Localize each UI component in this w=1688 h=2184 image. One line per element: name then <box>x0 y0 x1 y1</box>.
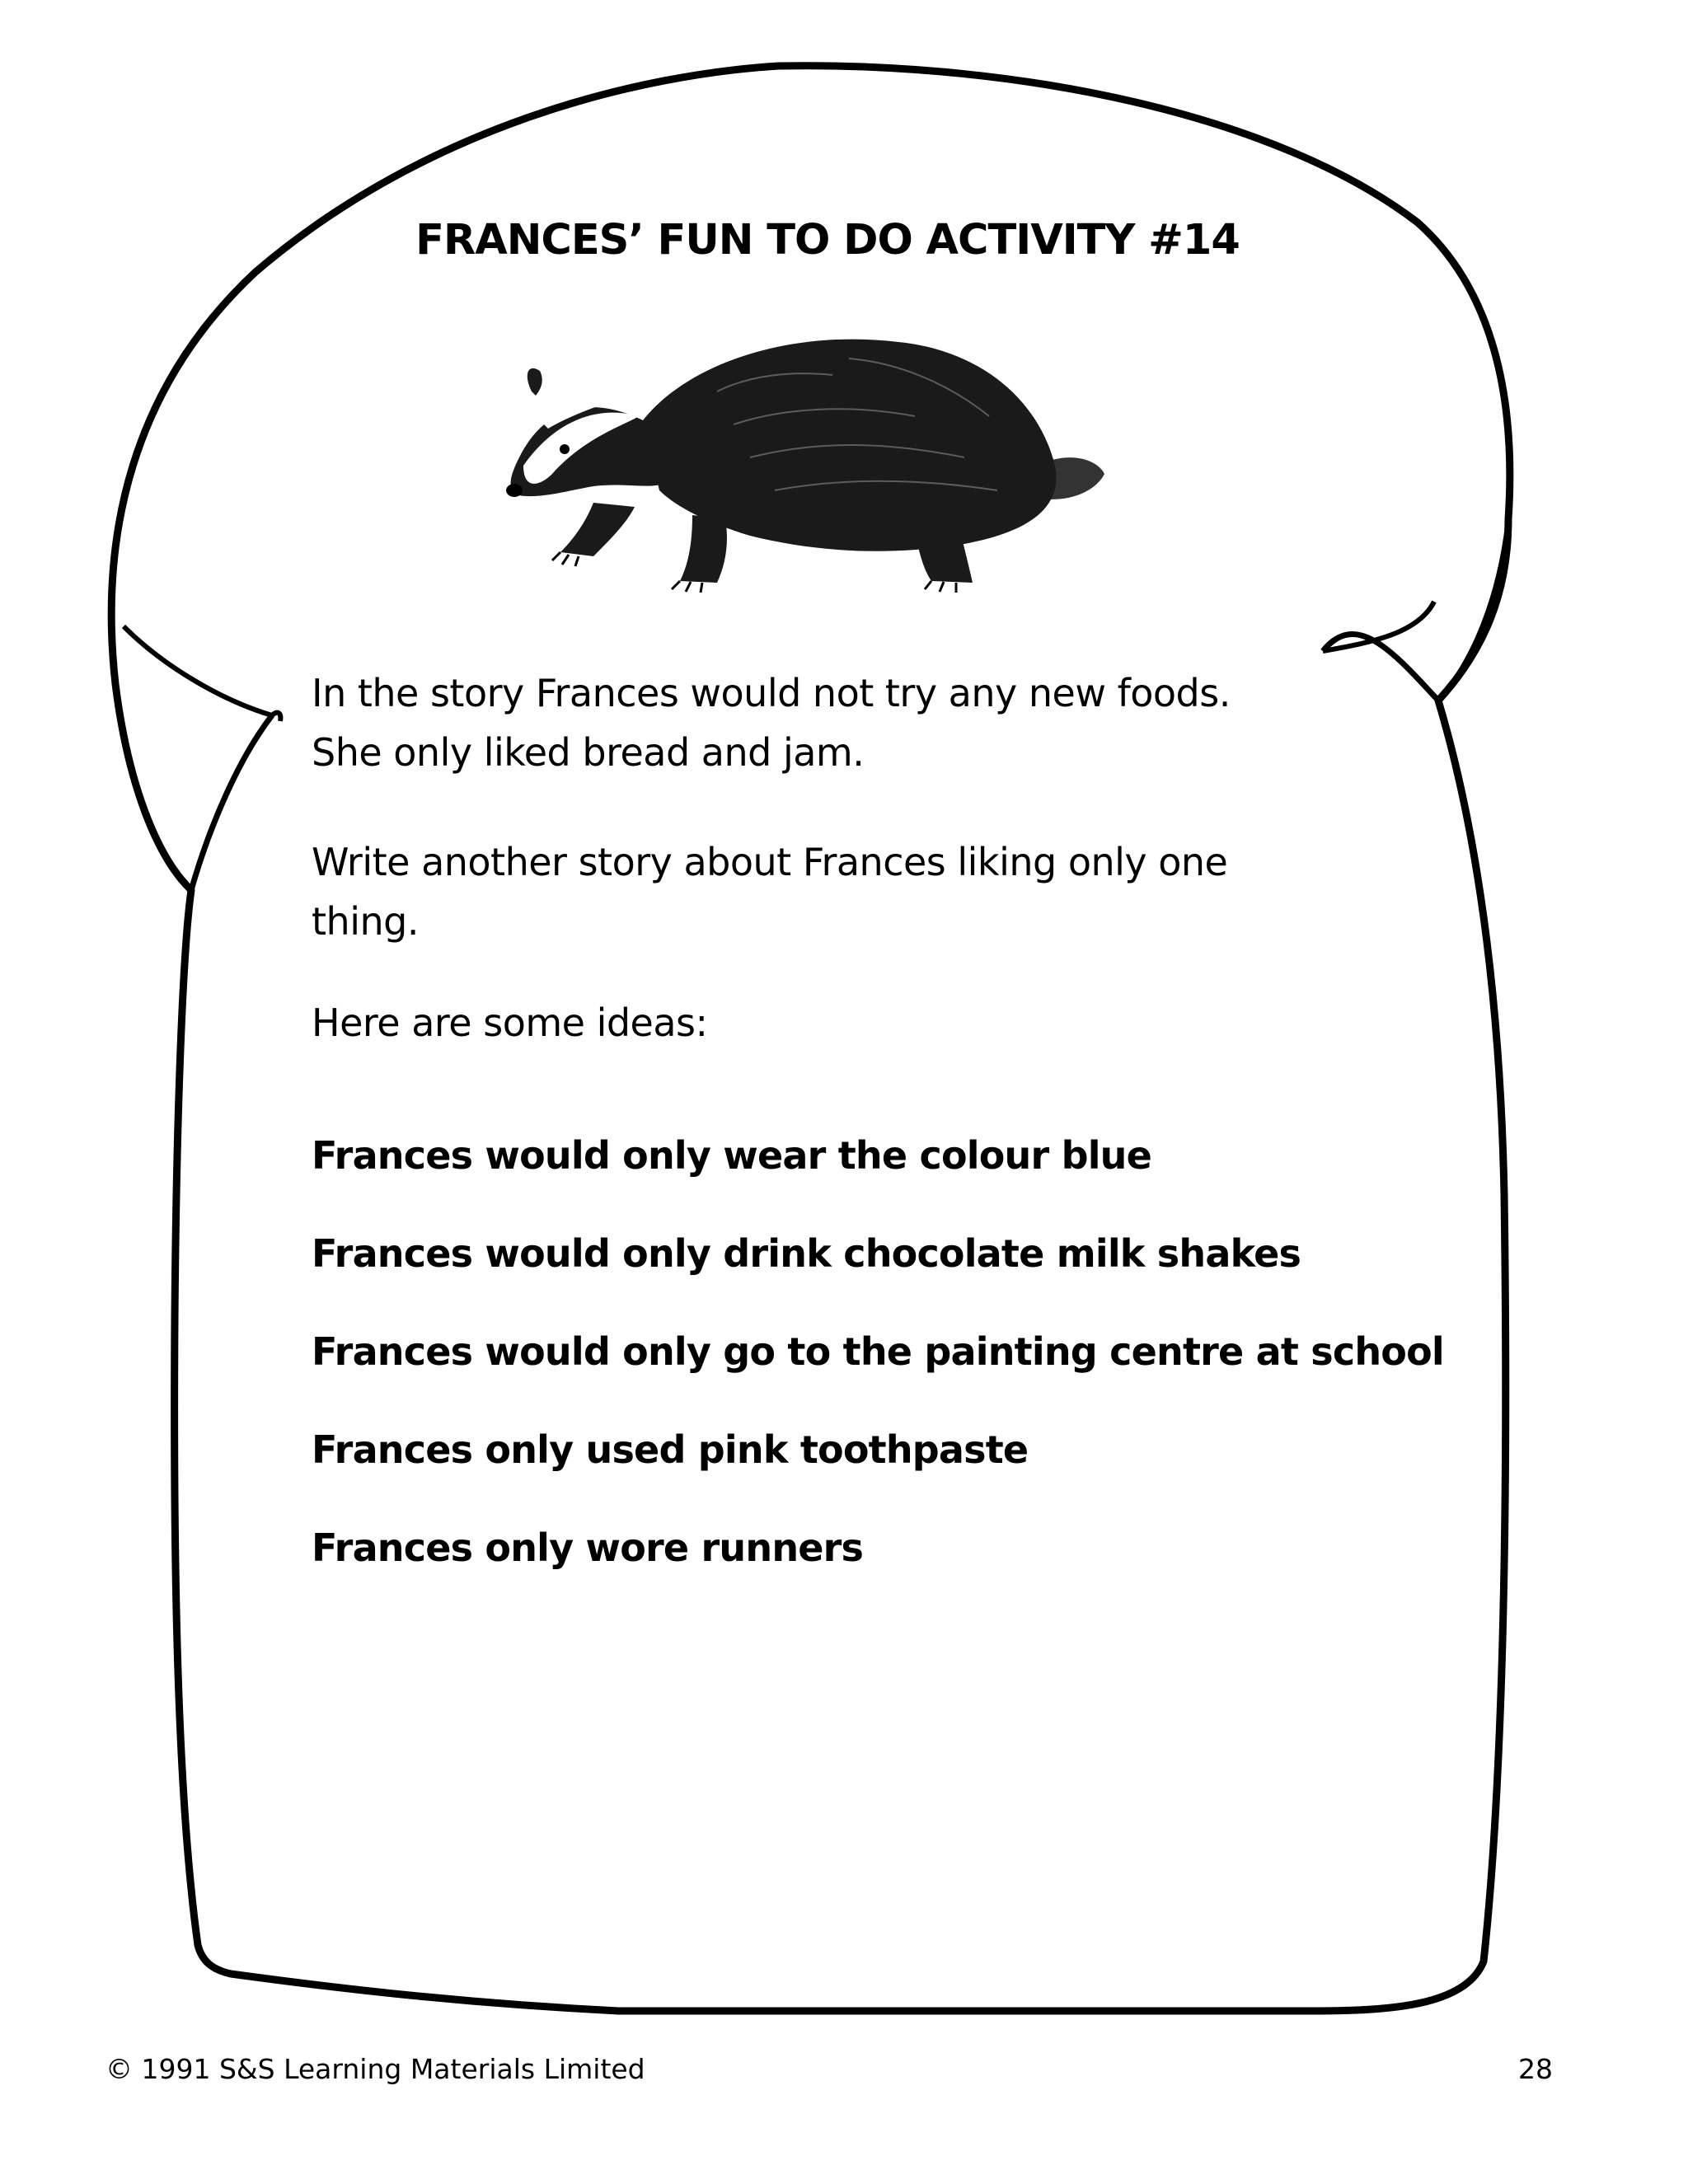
idea-item: Frances would only wear the colour blue <box>312 1133 1152 1178</box>
page-title: FRANCES’ FUN TO DO ACTIVITY #14 <box>415 216 1240 265</box>
idea-item: Frances only wore runners <box>312 1526 864 1570</box>
idea-item: Frances would only drink chocolate milk shakes <box>312 1231 1301 1276</box>
copyright-notice: © 1991 S&S Learning Materials Limited <box>106 2053 645 2085</box>
badger-icon <box>503 326 1113 598</box>
page-number: 28 <box>1518 2053 1553 2085</box>
intro-line-2: She only liked bread and jam. <box>312 730 865 775</box>
prompt-line-2: thing. <box>312 899 419 944</box>
ideas-heading: Here are some ideas: <box>312 1001 708 1045</box>
prompt-line-1: Write another story about Frances liking only one <box>312 840 1228 884</box>
intro-line-1: In the story Frances would not try any new foods. <box>312 671 1231 715</box>
idea-item: Frances only used pink toothpaste <box>312 1427 1029 1472</box>
idea-item: Frances would only go to the painting centre at school <box>312 1329 1444 1374</box>
